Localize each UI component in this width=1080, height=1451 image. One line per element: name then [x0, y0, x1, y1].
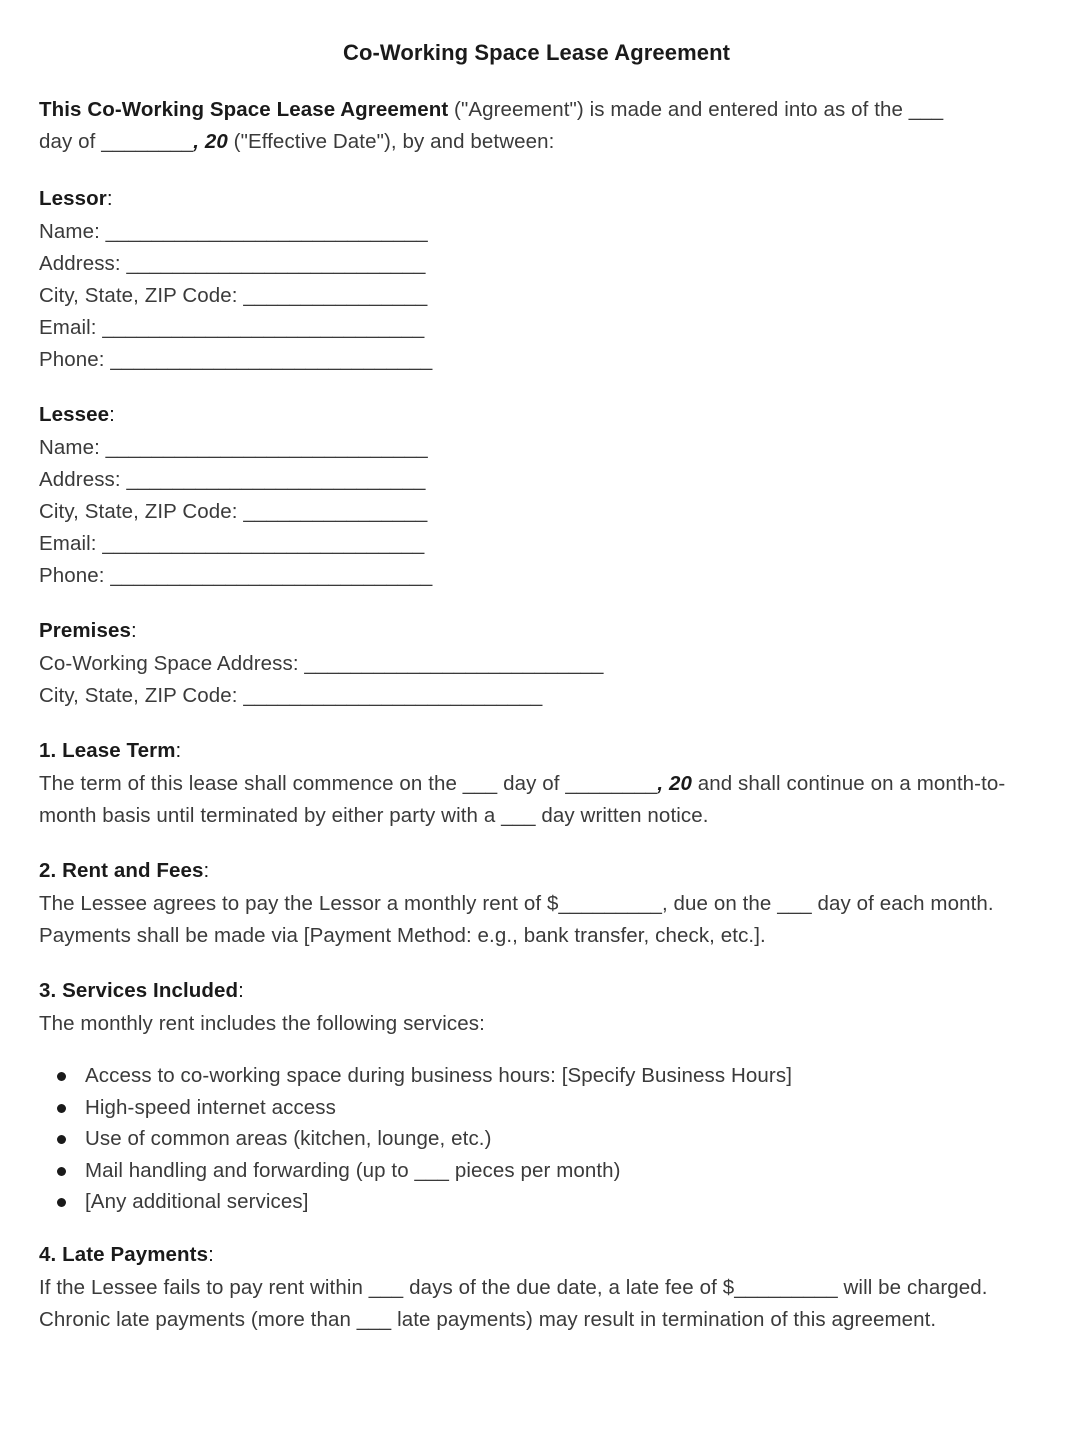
lessor-heading: Lessor:	[39, 187, 113, 210]
lease-term-section	[39, 734, 1034, 832]
list-item: Access to co-working space during business hours: [Specify Business Hours]	[57, 1060, 1034, 1092]
services-heading: 3. Services Included:	[39, 979, 244, 1002]
intro-text-1: ("Agreement") is made and entered into as of the ___	[448, 98, 944, 121]
lessor-address-field[interactable]: Address: __________________________	[39, 252, 426, 275]
lessee-section	[39, 398, 1034, 592]
lessee-email-field[interactable]: Email: ____________________________	[39, 532, 425, 555]
list-item: High-speed internet access	[57, 1092, 1034, 1124]
lessee-address-field[interactable]: Address: __________________________	[39, 468, 426, 491]
lessor-city-field[interactable]: City, State, ZIP Code: ________________	[39, 284, 428, 307]
lessor-name-field[interactable]: Name: ____________________________	[39, 220, 428, 243]
rent-text: The Lessee agrees to pay the Lessor a monthly rent of $_________, due on the ___ day of each month. Payments shall be made via [Payment Method: e.g., bank transfer, check, etc.].	[39, 892, 994, 947]
lessor-phone-field[interactable]: Phone: ____________________________	[39, 348, 433, 371]
intro-text-3: ("Effective Date"), by and between:	[227, 130, 555, 153]
lessee-phone-field[interactable]: Phone: ____________________________	[39, 564, 433, 587]
lease-term-year: , 20	[657, 772, 692, 795]
intro-year: , 20	[193, 130, 228, 153]
lessor-email-field[interactable]: Email: ____________________________	[39, 316, 425, 339]
intro-text-2: day of ________	[39, 130, 194, 153]
intro-paragraph	[39, 94, 1034, 158]
services-intro: The monthly rent includes the following services:	[39, 1012, 485, 1035]
lessor-section	[39, 182, 1034, 376]
bullet-icon	[57, 1198, 66, 1207]
premises-heading: Premises:	[39, 619, 137, 642]
late-payments-section	[39, 1238, 1034, 1336]
services-list	[39, 1060, 1034, 1218]
premises-city-field[interactable]: City, State, ZIP Code: __________________________	[39, 684, 543, 707]
document-title: Co-Working Space Lease Agreement	[342, 40, 731, 65]
late-payments-text: If the Lessee fails to pay rent within ___ days of the due date, a late fee of $_________ will be charged. Chronic late payments (more than ___ late payments) may result in termination of this agreement.	[39, 1275, 988, 1331]
lessee-name-field[interactable]: Name: ____________________________	[39, 436, 428, 459]
premises-address-field[interactable]: Co-Working Space Address: __________________________	[39, 652, 604, 675]
bullet-icon	[57, 1135, 66, 1144]
lease-term-heading: 1. Lease Term:	[39, 739, 182, 762]
lease-term-text: The term of this lease shall commence on the ___ day of ________, 20 and shall continue on a month-to-month basis until terminated by either party with a ___ day written notice.	[39, 772, 1006, 827]
rent-heading: 2. Rent and Fees:	[39, 859, 210, 882]
bullet-icon	[57, 1167, 66, 1176]
list-item: Mail handling and forwarding (up to ___ pieces per month)	[57, 1155, 1034, 1187]
rent-section	[39, 854, 1034, 952]
premises-section	[39, 614, 1034, 712]
late-payments-heading: 4. Late Payments:	[39, 1242, 214, 1266]
lessee-city-field[interactable]: City, State, ZIP Code: ________________	[39, 500, 428, 523]
list-item: [Any additional services]	[57, 1186, 1034, 1218]
bullet-icon	[57, 1104, 66, 1113]
services-section	[39, 974, 1034, 1218]
bullet-icon	[57, 1072, 66, 1081]
intro-lead: This Co-Working Space Lease Agreement	[39, 98, 449, 121]
lessee-heading: Lessee:	[39, 403, 115, 426]
list-item: Use of common areas (kitchen, lounge, etc.)	[57, 1123, 1034, 1155]
